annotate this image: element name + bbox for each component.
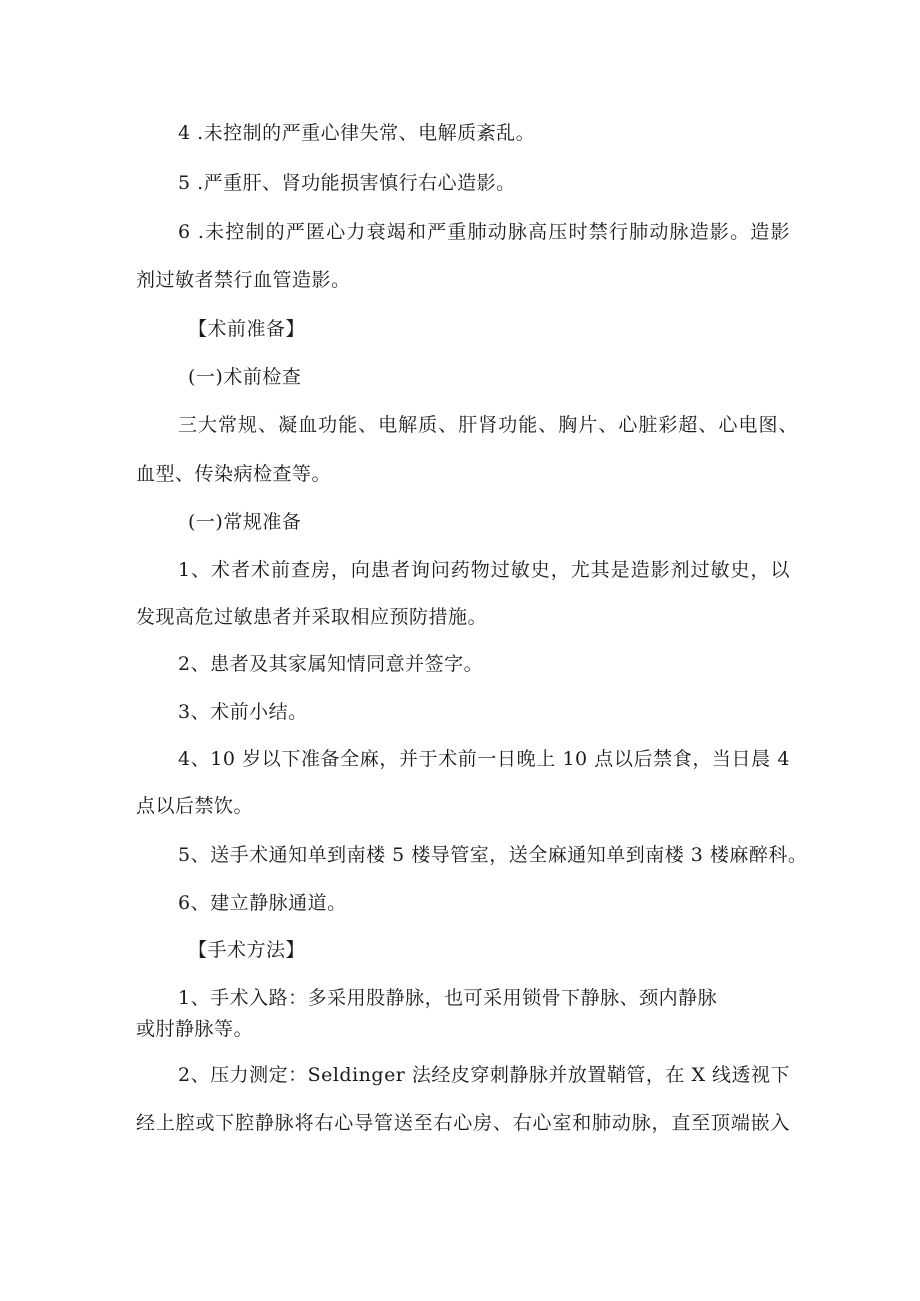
section-heading-procedure: 【手术方法】 [188,939,306,961]
routine-prep-6: 6、建立静脉通道。 [178,892,347,914]
procedure-2-line-2: 经上腔或下腔静脉将右心导管送至右心房、右心室和肺动脉，直至顶端嵌入 [136,1112,790,1134]
contraindication-6-line-1: 6 .未控制的严匿心力衰竭和严重肺动脉高压时禁行肺动脉造影。造影 [178,221,790,243]
routine-prep-4-line-2: 点以后禁饮。 [136,795,254,817]
section-heading-preop: 【术前准备】 [188,318,306,340]
procedure-1-line-2: 或肘静脉等。 [136,1018,254,1040]
contraindication-4: 4 .未控制的严重心律失常、电解质紊乱。 [178,122,536,144]
routine-prep-1-line-2: 发现高危过敏患者并采取相应预防措施。 [136,606,488,628]
contraindication-5: 5 .严重肝、肾功能损害慎行右心造影。 [178,172,516,194]
routine-prep-4-line-1: 4、10 岁以下准备全麻，并于术前一日晚上 10 点以后禁食，当日晨 4 [178,748,790,770]
routine-prep-1-line-1: 1、术者术前查房，向患者询问药物过敏史，尤其是造影剂过敏史，以 [178,559,790,581]
preop-exam-line-2: 血型、传染病检查等。 [136,463,332,485]
contraindication-6-line-2: 剂过敏者禁行血管造影。 [136,269,351,291]
preop-exam-line-1: 三大常规、凝血功能、电解质、肝肾功能、胸片、心脏彩超、心电图、 [178,414,798,436]
routine-prep-5: 5、送手术通知单到南楼 5 楼导管室，送全麻通知单到南楼 3 楼麻醉科。 [178,844,808,866]
subheading-preop-exam: (一)术前检查 [188,366,302,388]
procedure-1-line-1: 1、手术入路：多采用股静脉，也可采用锁骨下静脉、颈内静脉 [178,987,718,1009]
subheading-routine-prep: (一)常规准备 [188,511,302,533]
routine-prep-3: 3、术前小结。 [178,701,308,723]
procedure-2-line-1: 2、压力测定：Seldinger 法经皮穿刺静脉并放置鞘管，在 X 线透视下 [178,1064,791,1086]
routine-prep-2: 2、患者及其家属知情同意并签字。 [178,653,484,675]
